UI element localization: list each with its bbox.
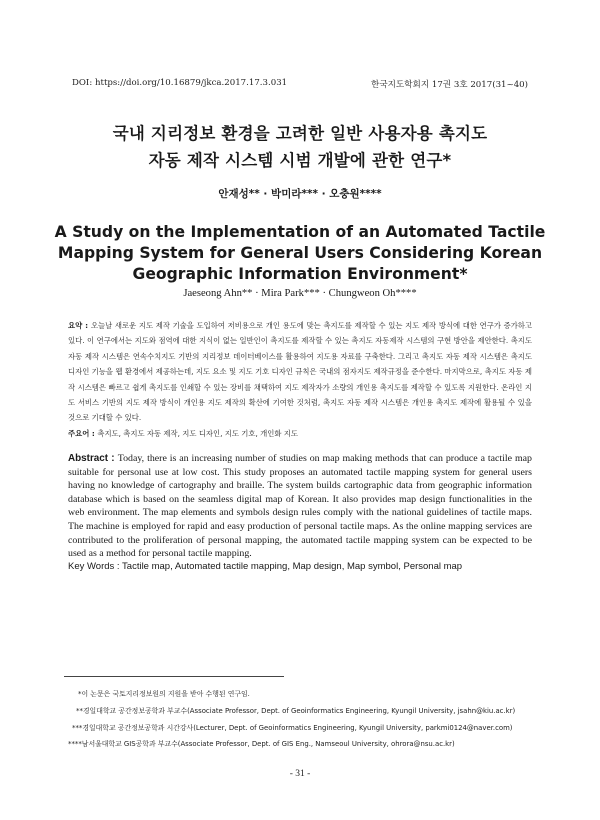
english-title-line: Mapping System for General Users Considering Korean xyxy=(57,244,543,262)
english-keywords-label: Key Words : xyxy=(68,561,123,572)
korean-keywords xyxy=(68,426,532,441)
korean-authors: 안재성** · 박미라*** · 오충원**** xyxy=(218,188,382,200)
korean-keywords-label: 주요어 : xyxy=(68,428,98,438)
korean-title-line: 자동 제작 시스템 시범 개발에 관한 연구* xyxy=(148,151,452,170)
korean-title xyxy=(60,120,540,174)
journal-citation: 한국지도학회지 17권 3호 2017(31~40) xyxy=(371,80,528,90)
english-abstract-label: Abstract : xyxy=(68,453,118,464)
korean-abstract-label: 요약 : xyxy=(68,321,91,330)
english-keywords-text: Tactile map, Automated tactile mapping, Map design, Map symbol, Personal map xyxy=(122,561,463,572)
english-abstract xyxy=(68,452,532,561)
english-keywords xyxy=(68,561,532,572)
doi-link[interactable]: DOI: https://doi.org/10.16879/jkca.2017.17.3.031 xyxy=(72,78,288,88)
running-header xyxy=(72,78,528,90)
footnote-item: ***경일대학교 공간정보공학과 시간강사(Lecturer, Dept. of Geoinformatics Engineering, Kyungil University, parkmi0124@naver.com) xyxy=(72,723,513,732)
korean-keywords-text: 촉지도, 촉지도 자동 제작, 지도 디자인, 지도 기호, 개인화 지도 xyxy=(97,428,298,438)
english-authors: Jaeseong Ahn** · Mira Park*** · Chungweon Oh**** xyxy=(183,288,417,299)
english-title xyxy=(50,222,550,285)
english-title-line: Geographic Information Environment* xyxy=(132,265,468,283)
footnote-divider xyxy=(64,676,284,677)
footnote-item: **경일대학교 공간정보공학과 부교수(Associate Professor, Dept. of Geoinformatics Engineering, Kyungil University, jsahn@kiu.ac.kr) xyxy=(76,706,516,715)
footnote-item: *이 논문은 국토지리정보원의 지원을 받아 수행된 연구임. xyxy=(78,690,250,698)
footnotes xyxy=(64,686,540,753)
footnote-item: ****남서울대학교 GIS공학과 부교수(Associate Professor, Dept. of GIS Eng., Namseoul University, ohrora@nsu.ac.kr) xyxy=(68,740,455,749)
korean-title-line: 국내 지리정보 환경을 고려한 일반 사용자용 촉지도 xyxy=(112,124,488,143)
english-title-line: A Study on the Implementation of an Automated Tactile xyxy=(54,223,546,241)
korean-abstract xyxy=(68,318,532,441)
english-abstract-text: Today, there is an increasing number of studies on map making methods that can produce a tactile map suitable for personal use at low cost. This study proposes an automated tactile mapping system for general users having no knowledge of cartography and braille. The system builds cartographic data from geographic information database which is based on the seamless digital map of Korean. It also provides map design functionalities in the web environment. The map elements and symbols design rules comply with the national guidelines of tactile maps. The machine is employed for rapid and easy production of personal tactile maps. As the online mapping services are contributed to the proliferation of personal mapping, the automated tactile mapping system can be expected to be used as a method for personal tactile mapping. xyxy=(68,453,532,560)
page-number: - 31 - xyxy=(289,769,311,779)
korean-abstract-text: 오늘날 새로운 지도 제작 기술을 도입하여 저비용으로 개인 용도에 맞는 촉지도를 제작할 수 있는 지도 제작 방식에 대한 연구가 증가하고 있다. 이 연구에서는 지도와 점역에 대한 지식이 없는 일반인이 촉지도를 제작할 수 있는 촉지도 자동제작 시스템의 구현 방안을 제안한다. 촉지도 자동 제작 시스템은 연속수치지도 기반의 지리정보 데이터베이스를 활용하여 지도용 자료를 구축한다. 그리고 촉지도 자동 제작 시스템은 촉지도 디자인 기능을 웹 환경에서 제공하는데, 지도 요소 및 지도 기호 디자인 규칙은 국내의 점자지도 제작규정을 준수한다. 마지막으로, 촉지도 자동 제작 시스템은 빠르고 쉽게 촉지도를 인쇄할 수 있는 장비를 채택하여 지도 제작자가 소량의 개인용 촉지도를 제작할 수 있도록 지원한다. 온라인 지도 서비스 기반의 지도 제작 방식이 개인용 지도 제작의 확산에 기여한 것처럼, 촉지도 자동 제작 시스템은 개인용 촉지도 제작에 활용될 수 있을 것으로 기대할 수 있다. xyxy=(68,321,532,423)
